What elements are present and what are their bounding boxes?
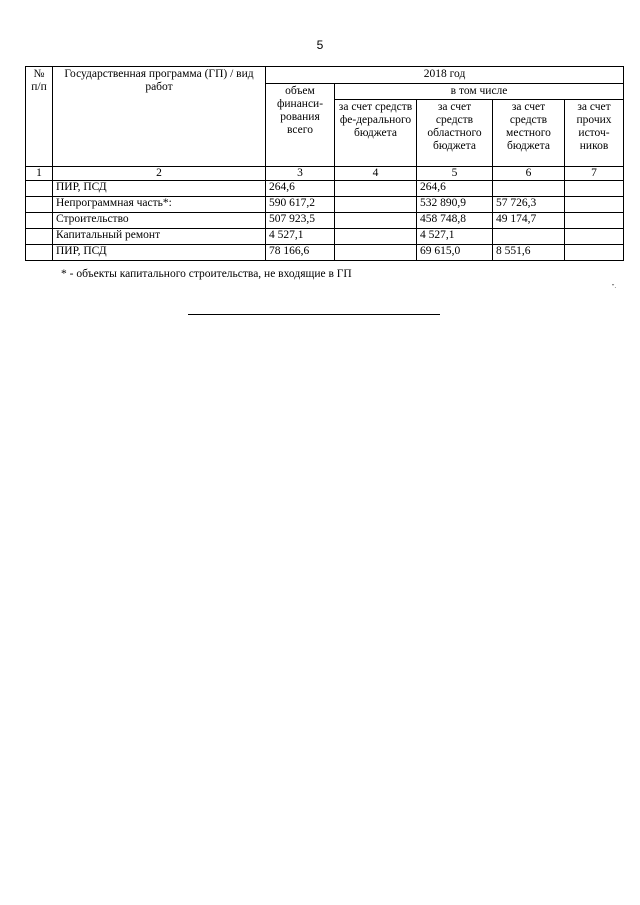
- cell-name: Строительство: [53, 213, 266, 229]
- cell-total: 590 617,2: [266, 197, 335, 213]
- column-number: 4: [335, 167, 417, 181]
- header-program: Государственная программа (ГП) / вид работ: [53, 67, 266, 167]
- table-row: [26, 181, 624, 197]
- separator-line: [188, 314, 440, 315]
- header-regional: за счет средств областного бюджета: [417, 100, 493, 167]
- cell-other: [565, 197, 624, 213]
- cell-regional: 69 615,0: [417, 245, 493, 261]
- cell-local: [493, 181, 565, 197]
- column-number: 3: [266, 167, 335, 181]
- column-number-row: [26, 167, 624, 181]
- column-number: 2: [53, 167, 266, 181]
- column-number: 7: [565, 167, 624, 181]
- cell-total: 507 923,5: [266, 213, 335, 229]
- cell-local: [493, 229, 565, 245]
- cell-num: [26, 181, 53, 197]
- closing-quote-mark: ".: [612, 284, 616, 290]
- footnote: * - объекты капитального строительства, не входящие в ГП: [61, 268, 352, 280]
- cell-local: 57 726,3: [493, 197, 565, 213]
- cell-regional: 4 527,1: [417, 229, 493, 245]
- cell-name: Капитальный ремонт: [53, 229, 266, 245]
- cell-name: ПИР, ПСД: [53, 245, 266, 261]
- table-row: [26, 229, 624, 245]
- header-year: 2018 год: [266, 67, 624, 84]
- cell-regional: 532 890,9: [417, 197, 493, 213]
- cell-federal: [335, 213, 417, 229]
- header-total: объем финанси-рования всего: [266, 84, 335, 167]
- cell-local: 49 174,7: [493, 213, 565, 229]
- cell-federal: [335, 197, 417, 213]
- header-other: за счет прочих источ-ников: [565, 100, 624, 167]
- cell-num: [26, 213, 53, 229]
- cell-other: [565, 181, 624, 197]
- header-federal: за счет средств фе-дерального бюджета: [335, 100, 417, 167]
- cell-num: [26, 197, 53, 213]
- table-row: [26, 213, 624, 229]
- header-local: за счет средств местного бюджета: [493, 100, 565, 167]
- cell-other: [565, 229, 624, 245]
- column-number: 1: [26, 167, 53, 181]
- cell-total: 264,6: [266, 181, 335, 197]
- cell-other: [565, 213, 624, 229]
- header-num: № п/п: [26, 67, 53, 167]
- cell-local: 8 551,6: [493, 245, 565, 261]
- cell-regional: 264,6: [417, 181, 493, 197]
- cell-federal: [335, 229, 417, 245]
- page-number: 5: [316, 38, 324, 52]
- cell-regional: 458 748,8: [417, 213, 493, 229]
- cell-num: [26, 245, 53, 261]
- cell-name: ПИР, ПСД: [53, 181, 266, 197]
- column-number: 5: [417, 167, 493, 181]
- cell-other: [565, 245, 624, 261]
- table-row: [26, 197, 624, 213]
- cell-total: 78 166,6: [266, 245, 335, 261]
- cell-federal: [335, 245, 417, 261]
- budget-table: [25, 66, 624, 261]
- table-row: [26, 245, 624, 261]
- column-number: 6: [493, 167, 565, 181]
- cell-total: 4 527,1: [266, 229, 335, 245]
- cell-num: [26, 229, 53, 245]
- header-including: в том числе: [335, 84, 624, 100]
- cell-federal: [335, 181, 417, 197]
- cell-name: Непрограммная часть*:: [53, 197, 266, 213]
